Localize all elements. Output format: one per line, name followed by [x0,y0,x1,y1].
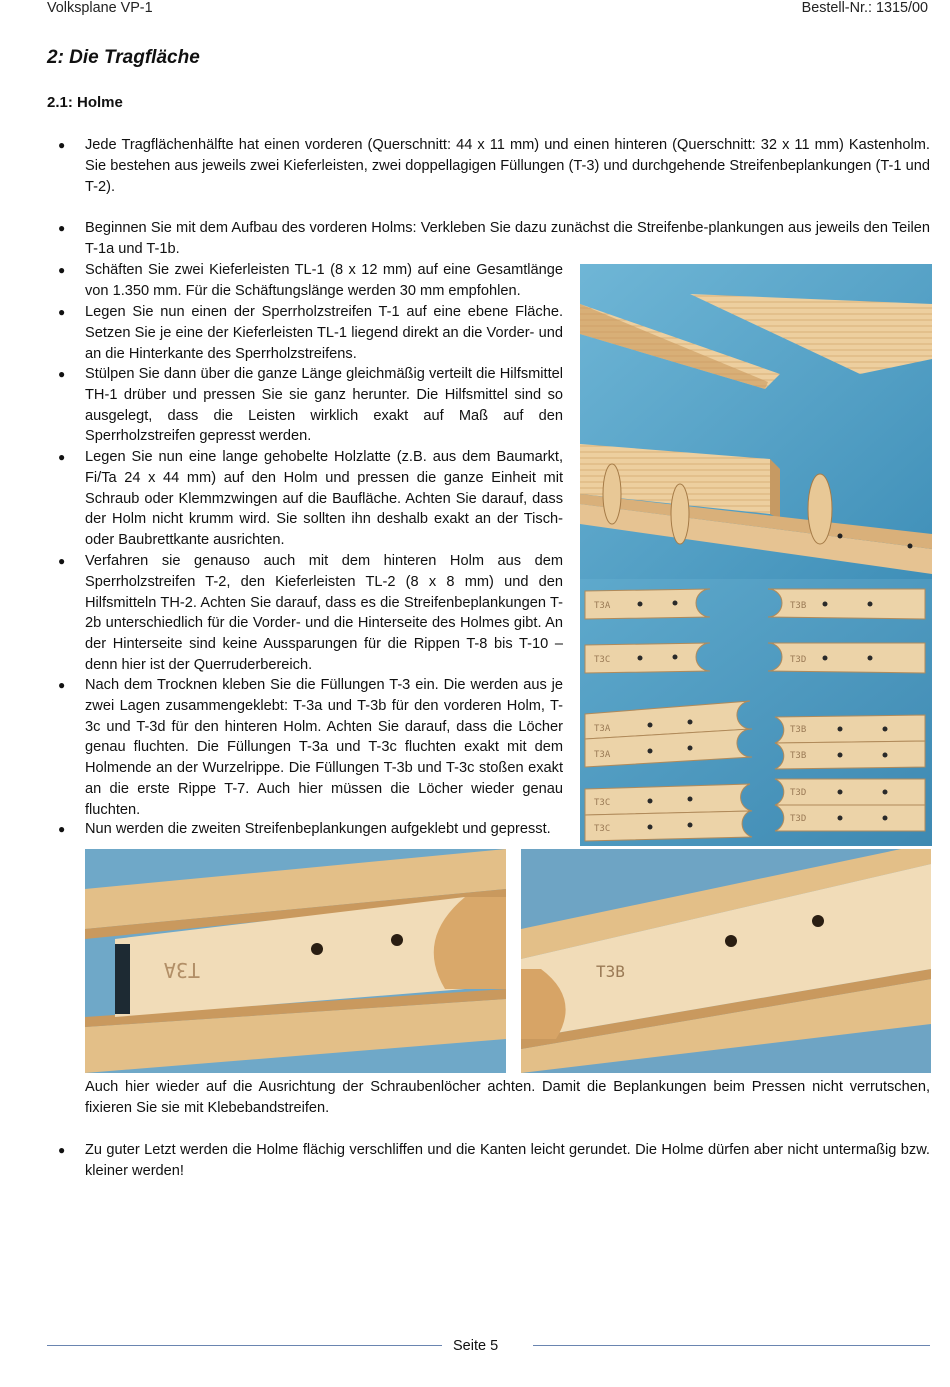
list-item: Verfahren sie genauso auch mit dem hinteren Holm aus dem Sperrholzstreifen T-2, den Kieferleisten TL-2 (8 x 8 mm) und den Hilfsmitteln TH-2. Achten Sie darauf, dass es die Streifenbeplankungen T-2b unterschiedlich für die Vorder- und die Hinterseite des Holmes gibt. An der Hinterseite sind keine Aussparungen für die Rippen T-8 bis T-10 – denn hier ist der Querruderbereich. [85,553,563,673]
bullet-icon: ● [58,367,66,381]
list-item: Legen Sie nun einen der Sperrholzstreifen T-1 auf eine ebene Fläche. Setzen Sie je eine der Kieferleisten TL-1 liegend direkt an die Vorder- und an die Hinterkante des Sperrholzstreifens. [85,304,563,362]
spar-closeup-photo-right [521,849,931,1073]
part-label: T3B [790,751,807,761]
list-item: Zu guter Letzt werden die Holme flächig verschliffen und die Kanten leicht gerundet. Die Holme dürfen aber nicht untermaßig bzw. kleiner werden! [85,1142,930,1179]
bullet-icon: ● [58,263,66,277]
part-label: T3B [596,962,625,981]
list-item: Legen Sie nun eine lange gehobelte Holzlatte (z.B. aus dem Baumarkt, Fi/Ta 24 x 44 mm) auf den Holm und pressen die ganze Einheit mit Schraub oder Klemmzwingen auf die Baufläche. Achten Sie darauf, dass der Holm nicht krumm wird. Sie sollten ihn deshalb exakt an der Tisch- oder Baubrettkante ausrichten. [85,449,563,549]
part-label: T3B [790,725,807,735]
bullet-icon: ● [58,554,66,568]
part-label: T3A [163,958,200,982]
list-item: Stülpen Sie dann über die ganze Länge gleichmäßig verteilt die Hilfsmittel TH-1 drüber und pressen Sie sie ganz herunter. Die Hilfsmittel sind so ausgelegt, dass die Leisten wirklich exakt auf Maß auf den Sperrholzstreifen gepresst werden. [85,366,563,445]
page-number: Seite 5 [453,1338,499,1354]
footer-rule-left [47,1345,442,1346]
order-number: Bestell-Nr.: 1315/00 [801,0,928,16]
list-item: Beginnen Sie mit dem Aufbau des vorderen Holms: Verkleben Sie dazu zunächst die Streifenbe-plankungen aus jeweils den Teilen T-1a und T-1b. [85,220,930,257]
part-label: T3A [594,601,611,611]
part-label: T3D [790,788,807,798]
list-item: Nach dem Trocknen kleben Sie die Füllungen T-3 ein. Die werden aus je zwei Lagen zusammengeklebt: T-3a und T-3b für den vorderen Holm, T-3c und T-3d für den hinteren Holm. Achten Sie darauf, dass die Löcher genau fluchten. Die Füllungen T-3a und T-3c fluchten exakt mit dem Holmende an der Wurzelrippe. Die Füllungen T-3b und T-3c stoßen exakt an die erste Rippe T-7. Auch hier müssen die Löcher wieder genau fluchten. [85,677,563,818]
part-label: T3C [594,655,611,665]
bullet-icon: ● [58,822,66,836]
part-label: T3D [790,814,807,824]
bullet-icon: ● [58,678,66,692]
part-label: T3C [594,798,611,808]
list-item: Nun werden die zweiten Streifenbeplankungen aufgeklebt und gepresst. [85,821,551,837]
footer-rule-right [533,1345,930,1346]
part-label: T3A [594,724,611,734]
part-label: T3D [790,655,807,665]
bullet-icon: ● [58,138,66,152]
list-item: Schäften Sie zwei Kieferleisten TL-1 (8 x 12 mm) auf eine Gesamtlänge von 1.350 mm. Für die Schäftungslänge werden 30 mm empfohlen. [85,262,563,299]
part-label: T3A [594,750,611,760]
part-label: T3B [790,601,807,611]
part-label: T3C [594,824,611,834]
header-title: Volksplane VP-1 [47,0,153,16]
bullet-icon: ● [58,305,66,319]
subsection-title: 2.1: Holme [47,94,123,111]
spar-assembly-photo [580,264,932,579]
bullet-icon: ● [58,221,66,235]
photo-caption: Auch hier wieder auf die Ausrichtung der Schraubenlöcher achten. Damit die Beplankungen beim Pressen nicht verrutschen, fixieren Sie sie mit Klebebandstreifen. [85,1079,930,1116]
spar-closeup-photo-left [85,849,506,1073]
bullet-icon: ● [58,1143,66,1157]
section-title: 2: Die Tragfläche [47,47,200,68]
list-item: Jede Tragflächenhälfte hat einen vorderen (Querschnitt: 44 x 11 mm) und einen hinteren (Querschnitt: 32 x 11 mm) Kastenholm. Sie bestehen aus jeweils zwei Kieferleisten, zwei doppellagigen Füllungen (T-3) und durchgehende Streifenbeplankungen (T-1 und T-2). [85,137,930,195]
bullet-icon: ● [58,450,66,464]
filler-parts-photo [580,579,932,846]
